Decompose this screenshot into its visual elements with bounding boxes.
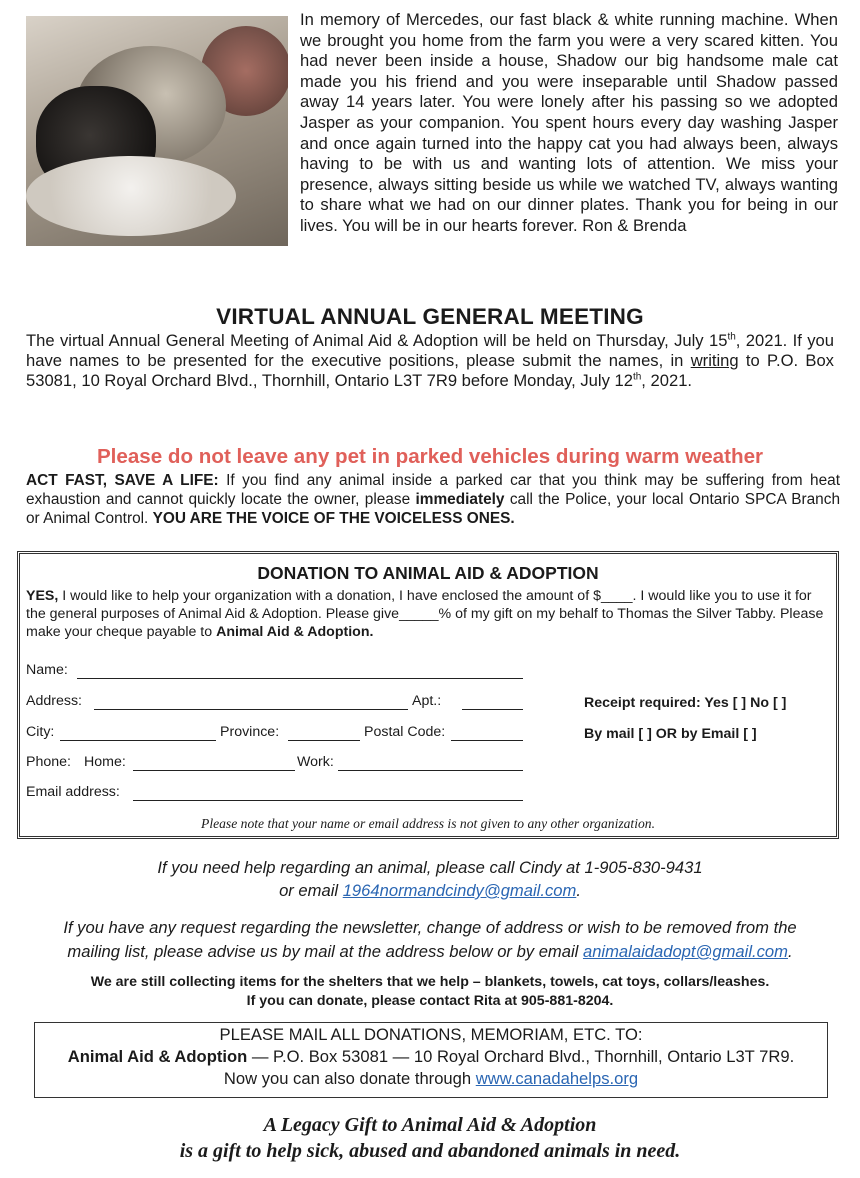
cat-photo xyxy=(26,16,288,246)
work-phone-label: Work: xyxy=(297,754,334,770)
cindy-email-link[interactable]: 1964normandcindy@gmail.com xyxy=(342,881,577,900)
donation-form xyxy=(17,551,839,839)
apt-label: Apt.: xyxy=(412,693,442,709)
warning-text: ACT FAST, SAVE A LIFE: If you find any animal inside a parked car that you think may be suffering from heat exhaustion and cannot quickly locate the owner, please immediately call the Police, your local Ontario SPCA Branch or Animal Control. YOU ARE THE VOICE OF THE VOICELESS ONES. xyxy=(26,472,840,527)
postal-code-label: Postal Code: xyxy=(364,724,446,740)
work-phone-field[interactable] xyxy=(338,770,523,771)
legacy-gift-tagline: A Legacy Gift to Animal Aid & Adoption is a gift to help sick, abused and abandoned animals in need. xyxy=(179,1114,681,1162)
newsletter-line-2: mailing list, please advise us by mail at the address below or by email animalaidadopt@gmail.com. xyxy=(67,942,793,961)
email-field[interactable] xyxy=(133,800,523,801)
newsletter-line-1: If you have any request regarding the newsletter, change of address or wish to be removed from the xyxy=(63,918,797,937)
name-field[interactable] xyxy=(77,678,523,679)
name-label: Name: xyxy=(26,662,68,678)
agm-text: The virtual Annual General Meeting of Animal Aid & Adoption will be held on Thursday, July 15th, 2021. If you have names to be presented for the executive positions, please submit the names, in writing to P.O. Box 53081, 10 Royal Orchard Blvd., Thornhill, Ontario L3T 7R9 before Monday, July 12th, 2021. xyxy=(26,331,834,391)
address-field[interactable] xyxy=(94,709,408,710)
apt-field[interactable] xyxy=(462,709,523,710)
province-label: Province: xyxy=(220,724,280,740)
donation-text: YES, I would like to help your organization with a donation, I have enclosed the amount of $____. I would like you to use it for the general purposes of Animal Aid & Adoption. Please give_____% of my gift on my behalf to Thomas the Silver Tabby. Please make your cheque payable to Animal Aid & Adoption. xyxy=(26,588,824,640)
email-label: Email address: xyxy=(26,784,120,800)
mail-address: Animal Aid & Adoption — P.O. Box 53081 — 10 Royal Orchard Blvd., Thornhill, Ontario L3T 7R9. xyxy=(67,1047,795,1066)
province-field[interactable] xyxy=(288,740,360,741)
online-donation: Now you can also donate through www.canadahelps.org xyxy=(223,1069,639,1088)
help-line-1: If you need help regarding an animal, please call Cindy at 1-905-830-9431 xyxy=(157,858,703,877)
donation-title: DONATION TO ANIMAL AID & ADOPTION xyxy=(257,563,599,583)
privacy-note: Please note that your name or email address is not given to any other organization. xyxy=(201,816,655,831)
newsletter-email-link[interactable]: animalaidadopt@gmail.com xyxy=(582,942,788,961)
mail-heading: PLEASE MAIL ALL DONATIONS, MEMORIAM, ETC. TO: xyxy=(219,1025,643,1044)
address-label: Address: xyxy=(26,693,82,709)
warning-title: Please do not leave any pet in parked vehicles during warm weather xyxy=(96,445,764,468)
collection-line-1: We are still collecting items for the shelters that we help – blankets, towels, cat toys, collars/leashes. xyxy=(90,974,770,990)
collection-notice xyxy=(0,973,860,1011)
city-label: City: xyxy=(26,724,55,740)
collection-line-2: If you can donate, please contact Rita at 905-881-8204. xyxy=(246,993,614,1009)
phone-label: Phone: xyxy=(26,754,71,770)
memorial-section xyxy=(26,10,838,250)
memorial-text: In memory of Mercedes, our fast black & white running machine. When we brought you home from the farm you were a very scared kitten. You had never been inside a house, Shadow our big handsome male cat made you his friend and you were inseparable until Shadow passed away 14 years later. You were lonely after his passing so we adopted Jasper as your companion. You spent hours every day washing Jasper and once again turned into the happy cat you had always been, always having to be with us and wanting lots of attention. We miss your presence, always sitting beside us while we watched TV, always wanting to share what we had on our dinner plates. Thank you for being in our lives. You will be in our hearts forever. Ron & Brenda xyxy=(300,10,838,235)
home-phone-label: Home: xyxy=(84,754,126,770)
agm-title: VIRTUAL ANNUAL GENERAL MEETING xyxy=(216,304,644,329)
city-field[interactable] xyxy=(60,740,216,741)
receipt-required-checkboxes[interactable]: Receipt required: Yes [ ] No [ ] xyxy=(584,695,787,711)
canadahelps-link[interactable]: www.canadahelps.org xyxy=(475,1069,639,1088)
receipt-delivery-checkboxes[interactable]: By mail [ ] OR by Email [ ] xyxy=(584,726,757,742)
home-phone-field[interactable] xyxy=(133,770,295,771)
postal-code-field[interactable] xyxy=(451,740,523,741)
help-line-2: or email 1964normandcindy@gmail.com. xyxy=(279,881,581,900)
mailing-address-box xyxy=(34,1022,828,1098)
